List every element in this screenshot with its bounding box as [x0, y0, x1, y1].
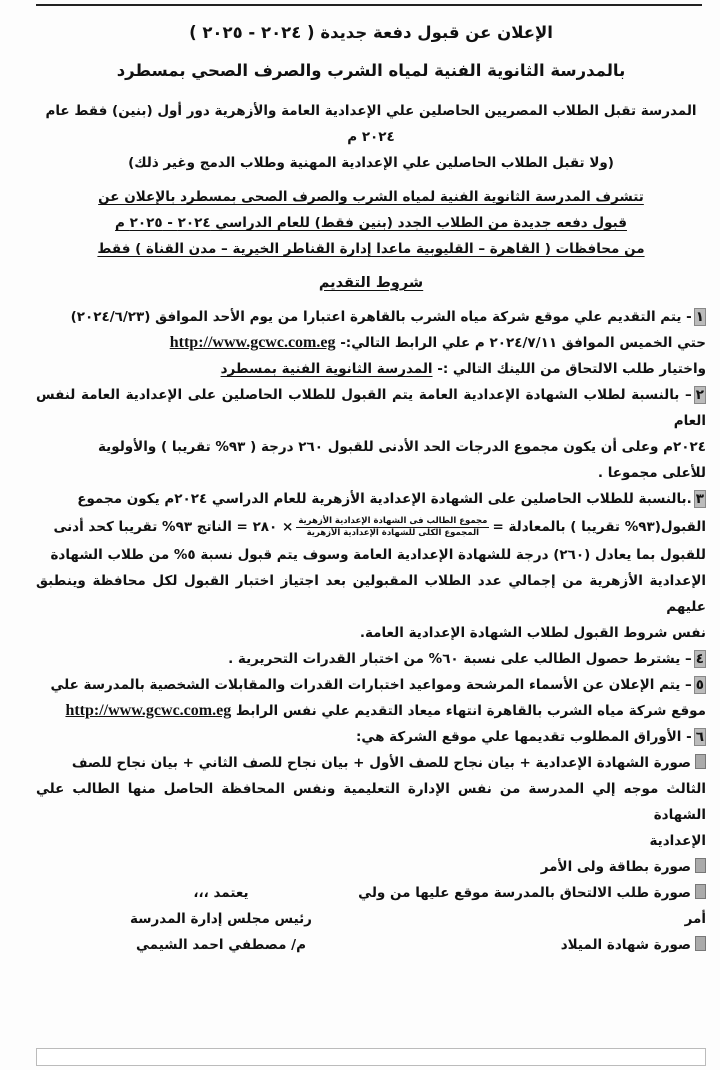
bullet-icon — [695, 754, 706, 769]
item-2-line: للأعلى مجموعا . — [597, 465, 706, 481]
document-subtitle: بالمدرسة الثانوية الفنية لمياه الشرب والصرف الصحي بمسطرد — [116, 61, 626, 80]
document-item: صورة طلب الالتحاق بالمدرسة موقع عليها من ولي أمر — [358, 885, 706, 927]
signature-approve: يعتمد ،،، — [193, 885, 249, 901]
item-3-line: ٣.بالنسبة للطلاب الحاصلين على الشهادة الإعدادية الأزهرية للعام الدراسي ٢٠٢٤م يكون مجموع — [77, 491, 704, 507]
fraction-denominator: المجموع الكلى للشهادة الإعدادية الأزهرية — [306, 527, 480, 538]
intro-line: المدرسة تقبل الطلاب المصريين الحاصلين علي الإعدادية العامة والأزهرية دور أول (بنين) فقط عام ٢٠٢٤ م — [45, 103, 697, 145]
conditions-heading: شروط التقديم — [318, 275, 424, 291]
item-number: ٦ — [695, 729, 704, 745]
item-1-line: ١- يتم التقديم علي موقع شركة مياه الشرب بالقاهرة اعتبارا من يوم الأحد الموافق (٢٠٢٤/٦/٢٣) — [70, 309, 704, 325]
item-1-line: واختيار طلب الالتحاق من اللينك التالي :- المدرسة الثانوية الفنية بمسطرد — [220, 361, 706, 377]
item-number: ١ — [695, 309, 704, 325]
signature-role: رئيس مجلس إدارة المدرسة — [130, 911, 312, 927]
intro-line: (ولا تقبل الطلاب الحاصلين علي الإعدادية المهنية وطلاب الدمج وغير ذلك) — [128, 155, 614, 171]
gcwc-link[interactable]: http://www.gcwc.com.eg — [169, 334, 336, 351]
item-3-line: نفس شروط القبول لطلاب الشهادة الإعدادية العامة. — [359, 625, 706, 641]
item-2-line: ٢٠٢٤م وعلى أن يكون مجموع الدرجات الحد الأدنى للقبول ٢٦٠ درجة ( ٩٣% تقريبا ) والأولوية — [98, 439, 706, 455]
item-number: ٢ — [695, 387, 704, 403]
document-item-line: الإعدادية — [649, 833, 706, 849]
documents-and-signature — [36, 854, 706, 958]
announcement-line: من محافظات ( القاهرة – القليوبية ماعدا إدارة القناطر الخيرية – مدن القناة ) فقط — [97, 241, 645, 257]
item-number: ٥ — [695, 677, 704, 693]
bullet-icon — [695, 884, 706, 899]
fraction — [296, 516, 489, 539]
bullet-icon — [695, 936, 706, 951]
item-5 — [36, 672, 706, 724]
item-5-line: ٥– يتم الإعلان عن الأسماء المرشحة ومواعيد اختبارات القدرات والمقابلات الشخصية بالمدرسة علي — [50, 677, 704, 693]
item-3-line: للقبول بما يعادل (٢٦٠) درجة للشهادة الإعدادية العامة وسوف يتم قبول نسبة ٥% من طلاب الشهادة — [50, 547, 706, 563]
item-3 — [36, 486, 706, 646]
announcement-line: تتشرف المدرسة الثانوية الفنية لمياه الشرب والصرف الصحى بمسطرد بالإعلان عن — [98, 189, 644, 205]
item-3-equation: القبول(٩٣% تقريبا ) بالمعادلة = $\frac{\text{مجموع الطالب فى الشهادة الإعدادية الأزهرية}}{\text{المجموع الكلى للشهادة الإعدادية الأزهرية}}$ × ٢٨٠ = الناتج ٩٣% تقريبا كحد أدنى — [53, 515, 706, 538]
bottom-box — [36, 1048, 706, 1066]
item-6 — [36, 724, 706, 854]
document-item-line: الثالث موجه إلي المدرسة من نفس الإدارة التعليمية ونفس المحافظة الحاصل منها الطالب علي الشهادة — [36, 781, 706, 823]
item-6-line: ٦- الأوراق المطلوب تقديمها علي موقع الشركة هي: — [356, 729, 704, 745]
item-1 — [36, 304, 706, 382]
document-item: صورة بطاقة ولى الأمر — [346, 854, 706, 880]
signature-name: م/ مصطفي احمد الشيمي — [136, 937, 306, 953]
document-title: الإعلان عن قبول دفعة جديدة ( ٢٠٢٤ - ٢٠٢٥ ) — [189, 23, 553, 42]
announcement-line: قبول دفعه جديدة من الطلاب الجدد (بنين فقط) للعام الدراسي ٢٠٢٤ - ٢٠٢٥ م — [115, 215, 627, 231]
top-rule — [36, 4, 702, 6]
gcwc-link[interactable]: http://www.gcwc.com.eg — [65, 702, 232, 719]
document-item: صورة الشهادة الإعدادية + بيان نجاح للصف الأول + بيان نجاح للصف الثاني + بيان نجاح للصف — [36, 750, 706, 776]
item-number: ٣ — [695, 491, 704, 507]
fraction-numerator: مجموع الطالب فى الشهادة الإعدادية الأزهرية — [298, 515, 488, 526]
documents-list — [346, 854, 706, 958]
item-number: ٤ — [695, 651, 704, 667]
item-3-line: الإعدادية الأزهرية من إجمالي عدد الطلاب المقبولين بعد اجتياز اختبار القبول لكل محافظة وينطبق عليهم — [36, 573, 706, 615]
item-2-line: ٢– بالنسبة لطلاب الشهادة الإعدادية العامة يتم القبول للطلاب الحاصلين على الإعدادية العامة لنفس العام — [36, 387, 706, 429]
item-2 — [36, 382, 706, 486]
item-5-line: موقع شركة مياه الشرب بالقاهرة انتهاء ميعاد التقديم علي نفس الرابط http://www.gcwc.com.eg — [65, 702, 706, 719]
item-4-line: ٤– يشترط حصول الطالب على نسبة ٦٠% من اختبار القدرات التحريرية . — [228, 651, 704, 667]
school-link[interactable]: المدرسة الثانوية الفنية بمسطرد — [220, 361, 433, 377]
item-1-line: حتي الخميس الموافق ٢٠٢٤/٧/١١ م علي الرابط التالي:- http://www.gcwc.com.eg — [169, 334, 706, 351]
document-page — [0, 4, 720, 1066]
document-item: صورة شهادة الميلاد — [346, 932, 706, 958]
signature-block — [96, 880, 346, 958]
bullet-icon — [695, 858, 706, 873]
